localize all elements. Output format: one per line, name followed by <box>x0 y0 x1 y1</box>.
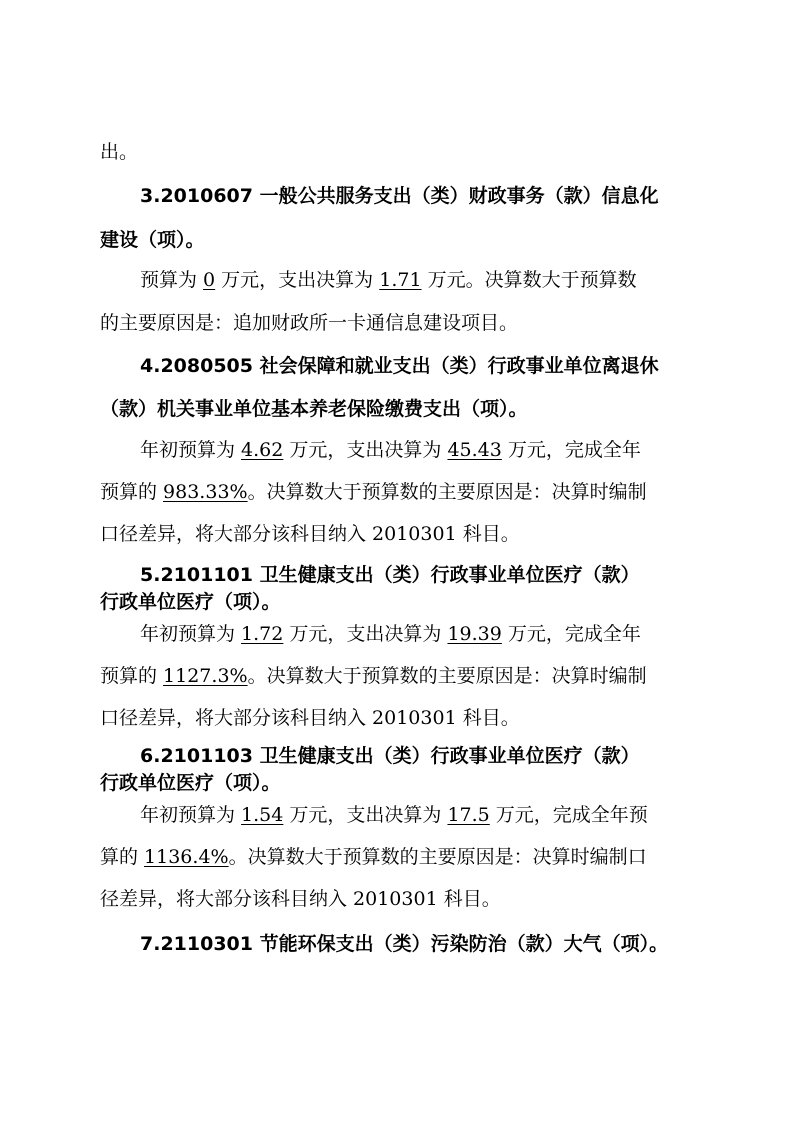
section-5-paragraph-line-1 <box>140 622 641 646</box>
continuation-text: 出。 <box>100 141 139 163</box>
text: 年初预算为 <box>140 439 242 461</box>
section-6-paragraph-line-1 <box>140 803 648 827</box>
section-6-heading-line-2: 行政单位医疗（项）。 <box>100 772 281 794</box>
budget-value: 1.54 <box>241 804 284 826</box>
text: 年初预算为 <box>140 623 242 645</box>
completion-rate: 1136.4% <box>144 846 229 868</box>
budget-value: 4.62 <box>241 439 284 461</box>
budget-value: 0 <box>203 269 216 291</box>
section-4-heading-line-2: （款）机关事业单位基本养老保险缴费支出（项）。 <box>100 398 528 420</box>
text: 万元，支出决算为 <box>283 439 448 461</box>
text: 预算的 <box>100 665 164 687</box>
text: 年初预算为 <box>140 804 242 826</box>
section-4-paragraph-line-3: 口径差异，将大部分该科目纳入 2010301 科目。 <box>100 523 520 545</box>
text: 。决算数大于预算数的主要原因是：决算时编制口 <box>228 846 647 868</box>
text: 算的 <box>100 846 145 868</box>
section-4-heading-line-1: 4.2080505 社会保障和就业支出（类）行政事业单位离退休 <box>140 355 659 377</box>
section-5-paragraph-line-2 <box>100 664 647 688</box>
actual-value: 45.43 <box>447 439 502 461</box>
text: 万元，支出决算为 <box>283 804 448 826</box>
text: 。决算数大于预算数的主要原因是：决算时编制 <box>247 481 647 503</box>
text: 预算的 <box>100 481 164 503</box>
section-4-paragraph-line-2 <box>100 480 647 504</box>
section-3-paragraph-line-1 <box>140 268 637 292</box>
actual-value: 17.5 <box>447 804 490 826</box>
budget-value: 1.72 <box>241 623 284 645</box>
text: 万元，完成全年预 <box>489 804 648 826</box>
completion-rate: 983.33% <box>163 481 248 503</box>
text: 万元，支出决算为 <box>283 623 448 645</box>
section-7-heading-line-1: 7.2110301 节能环保支出（类）污染防治（款）大气（项）。 <box>140 933 669 955</box>
text: 万元，支出决算为 <box>215 269 380 291</box>
completion-rate: 1127.3% <box>163 665 248 687</box>
section-4-paragraph-line-1 <box>140 438 641 462</box>
section-3-paragraph-line-2: 的主要原因是：追加财政所一卡通信息建设项目。 <box>100 312 519 334</box>
section-3-heading-line-1: 3.2010607 一般公共服务支出（类）财政事务（款）信息化 <box>140 185 659 207</box>
section-5-paragraph-line-3: 口径差异，将大部分该科目纳入 2010301 科目。 <box>100 707 520 729</box>
text: 万元，完成全年 <box>501 623 641 645</box>
section-5-heading-line-2: 行政单位医疗（项）。 <box>100 591 281 613</box>
actual-value: 19.39 <box>447 623 502 645</box>
text: 万元，完成全年 <box>501 439 641 461</box>
section-6-paragraph-line-2 <box>100 845 647 869</box>
section-6-heading-line-1: 6.2101103 卫生健康支出（类）行政事业单位医疗（款） <box>140 745 640 767</box>
text: 。决算数大于预算数的主要原因是：决算时编制 <box>247 665 647 687</box>
section-5-heading-line-1: 5.2101101 卫生健康支出（类）行政事业单位医疗（款） <box>140 564 640 586</box>
text: 预算为 <box>140 269 204 291</box>
section-3-heading-line-2: 建设（项）。 <box>100 229 205 251</box>
section-6-paragraph-line-3: 径差异，将大部分该科目纳入 2010301 科目。 <box>100 888 501 910</box>
text: 万元。决算数大于预算数 <box>421 269 637 291</box>
actual-value: 1.71 <box>379 269 422 291</box>
